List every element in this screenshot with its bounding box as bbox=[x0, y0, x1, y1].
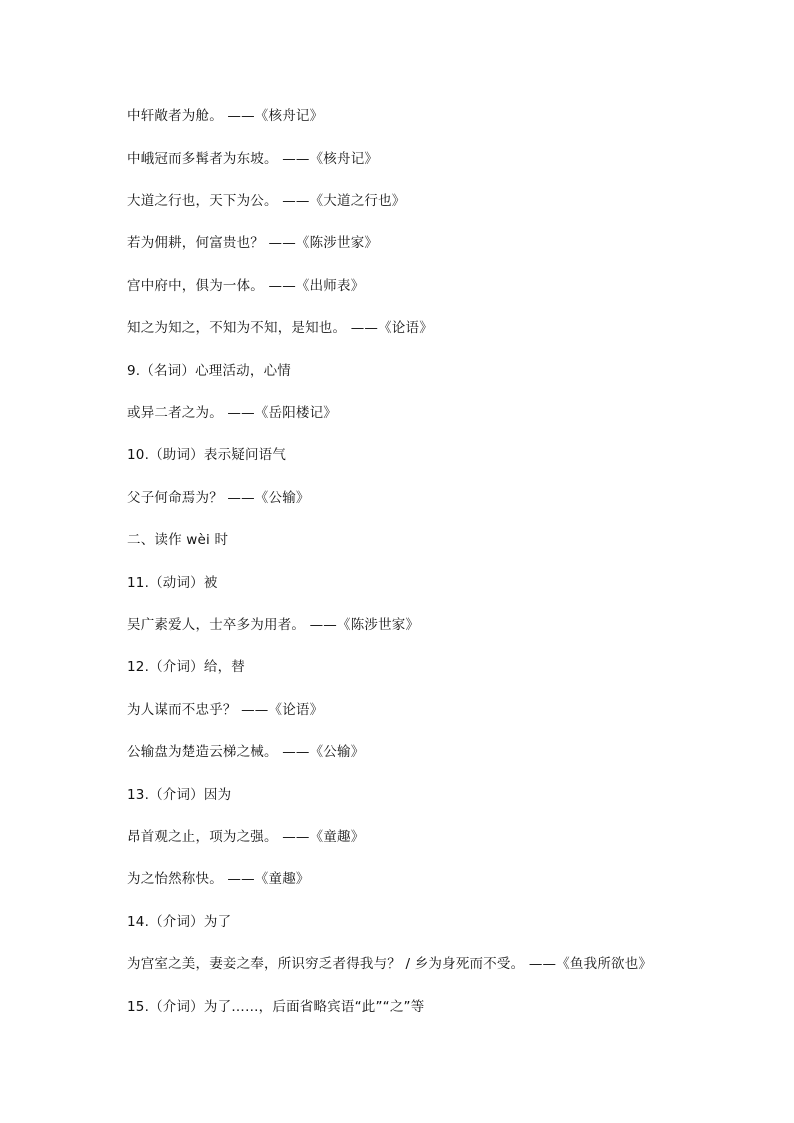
section-heading: 14.（介词）为了 bbox=[127, 914, 232, 930]
text-line: 若为佣耕，何富贵也？ ——《陈涉世家》 bbox=[127, 235, 379, 251]
section-heading: 10.（助词）表示疑问语气 bbox=[127, 447, 287, 463]
text-line: 吴广素爱人，士卒多为用者。 ——《陈涉世家》 bbox=[127, 617, 420, 633]
text-line: 为宫室之美，妻妾之奉，所识穷乏者得我与？ / 乡为身死而不受。 ——《鱼我所欲也》 bbox=[127, 956, 653, 972]
text-line: 公输盘为楚造云梯之械。 ——《公输》 bbox=[127, 744, 365, 760]
section-heading: 15.（介词）为了……，后面省略宾语“此”“之”等 bbox=[127, 999, 425, 1015]
text-line: 昂首观之止，项为之强。 ——《童趣》 bbox=[127, 829, 365, 845]
section-heading: 13.（介词）因为 bbox=[127, 787, 232, 803]
text-line: 知之为知之，不知为不知，是知也。 ——《论语》 bbox=[127, 320, 433, 336]
text-line: 为人谋而不忠乎？ ——《论语》 bbox=[127, 702, 324, 718]
section-heading: 二、读作 wèi 时 bbox=[127, 532, 229, 548]
text-line: 中轩敞者为舱。 ——《核舟记》 bbox=[127, 108, 324, 124]
section-heading: 11.（动词）被 bbox=[127, 575, 218, 591]
text-line: 大道之行也，天下为公。 ——《大道之行也》 bbox=[127, 193, 406, 209]
text-line: 为之怡然称快。 ——《童趣》 bbox=[127, 871, 310, 887]
text-line: 父子何命焉为？ ——《公输》 bbox=[127, 490, 310, 506]
text-line: 或异二者之为。 ——《岳阳楼记》 bbox=[127, 405, 337, 421]
section-heading: 12.（介词）给，替 bbox=[127, 659, 245, 675]
section-heading: 9.（名词）心理活动，心情 bbox=[127, 363, 291, 379]
text-line: 宫中府中，俱为一体。 ——《出师表》 bbox=[127, 278, 365, 294]
text-line: 中峨冠而多髯者为东坡。 ——《核舟记》 bbox=[127, 151, 379, 167]
